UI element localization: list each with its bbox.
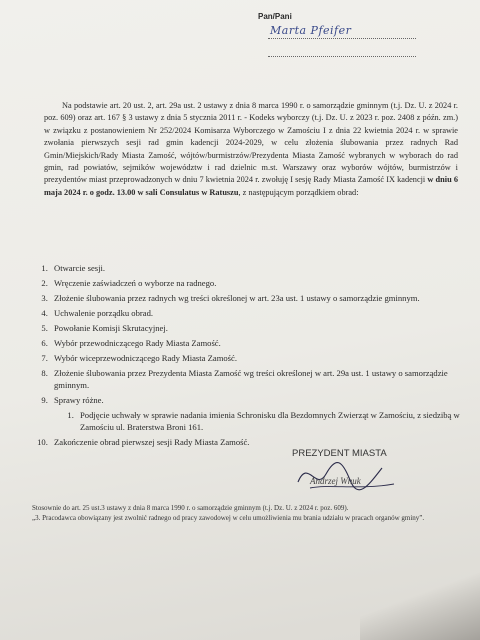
session-date-location: w dniu 6 maja 2024 r. o godz. 13.00 w sali Consulatus w Ratuszu (44, 175, 459, 197)
intro-paragraph (44, 100, 458, 199)
agenda-item: 9. Sprawy różne. 1. Podjęcie uchwały w sprawie nadania imienia Schronisku dla Bezdomnych Zwierząt w Zamościu, z siedzibą w Zamościu ul. Braterstwa Broni 161. (50, 394, 480, 433)
agenda-item: 10. Zakończenie obrad pierwszej sesji Rady Miasta Zamość. (50, 436, 480, 448)
signature-title: PREZYDENT MIASTA (292, 448, 387, 459)
agenda-item: 4. Uchwalenie porządku obrad. (50, 307, 480, 319)
agenda-item: 2. Wręczenie zaświadczeń o wyborze na radnego. (50, 277, 480, 289)
signature-name: Andrzej Wnuk (310, 476, 361, 486)
legal-footnote (32, 504, 472, 523)
agenda-sublist (54, 409, 480, 434)
agenda-subitem: 1. Podjęcie uchwały w sprawie nadania imienia Schronisku dla Bezdomnych Zwierząt w Zamościu, z siedzibą w Zamościu ul. Braterstwa Broni 161. (76, 409, 480, 434)
addressee-name: Marta Pfeifer (270, 24, 352, 37)
agenda-item: 3. Złożenie ślubowania przez radnych wg treści określonej w art. 23a ust. 1 ustawy o samorządzie gminnym. (50, 292, 480, 304)
page-shadow (360, 570, 480, 640)
agenda-item: 6. Wybór przewodniczącego Rady Miasta Zamość. (50, 337, 480, 349)
agenda-list (30, 262, 480, 451)
agenda-item: 1. Otwarcie sesji. (50, 262, 480, 274)
intro-text-end: , z następującym porządkiem obrad: (238, 187, 359, 197)
addressee-line-1 (268, 38, 416, 39)
agenda-item: 7. Wybór wiceprzewodniczącego Rady Miasta Zamość. (50, 352, 480, 364)
footnote-line-2: „3. Pracodawca obowiązany jest zwolnić radnego od pracy zawodowej w celu umożliwienia mu brania udziału w pracach organów gminy”. (32, 513, 425, 522)
intro-text: Na podstawie art. 20 ust. 2, art. 29a ust. 2 ustawy z dnia 8 marca 1990 r. o samorządzie gminnym (t.j. Dz. U. z 2024 r. poz. 609) oraz art. 167 § 3 ustawy z dnia 5 stycznia 2011 r. - Kodeks wyborczy (t.j. Dz. U. z 2023 r. poz. 2408 z późn. zm.) w związku z postanowieniem Nr 252/2024 Komisarza Wyborczego w Zamościu I z dnia 22 kwietnia 2024 r. w sprawie zwołania pierwszych sesji rad gmin kadencji 2024-2029, w celu złożenia ślubowania przez radnych Rad Gmin/Miejskich/Rady Miasta Zamość, wójtów/burmistrzów/Prezydenta Miasta Zamość wybranych w wyborach do rad gmin, rad powiatów, sejmików województw i rad dzielnic m.st. Warszawy oraz wyborów wójtów, burmistrzów i prezydentów miast przeprowadzonych w dniu 7 kwietnia 2024 r. zwołuję I sesję Rady Miasta Zamość IX kadencji (44, 101, 458, 185)
footnote-line-1: Stosownie do art. 25 ust.3 ustawy z dnia 8 marca 1990 r. o samorządzie gminnym (t.j. Dz. U. z 2024 r. poz. 609). (32, 504, 349, 512)
addressee-line-2 (268, 56, 416, 57)
agenda-item: 5. Powołanie Komisji Skrutacyjnej. (50, 322, 480, 334)
addressee-label: Pan/Pani (258, 12, 292, 21)
agenda-item: 8. Złożenie ślubowania przez Prezydenta Miasta Zamość wg treści określonej w art. 29a ust. 1 ustawy o samorządzie gminnym. (50, 367, 480, 392)
